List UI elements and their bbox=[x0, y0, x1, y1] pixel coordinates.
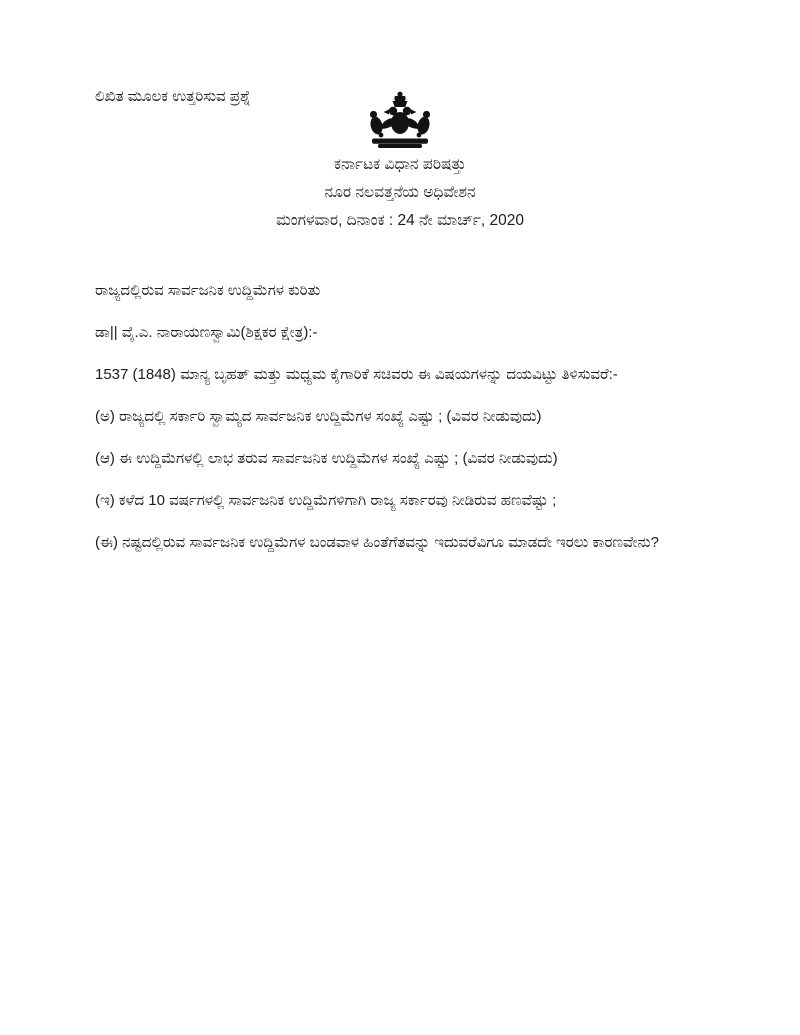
session-line: ನೂರ ನಲವತ್ತನೆಯ ಅಧಿವೇಶನ bbox=[324, 184, 476, 201]
question-intro-line: 1537 (1848) ಮಾನ್ಯ ಬೃಹತ್ ಮತ್ತು ಮಧ್ಯಮ ಕೈಗಾರಿಕೆ ಸಚಿವರು ಈ ವಿಷಯಗಳನ್ನು ದಯವಿಟ್ಟು ತಿಳಿಸುವರೆ:- bbox=[95, 366, 618, 383]
question-body bbox=[95, 281, 765, 575]
question-item-aa: (ಆ) ಈ ಉದ್ದಿಮೆಗಳಲ್ಲಿ ಲಾಭ ತರುವ ಸಾರ್ವಜನಿಕ ಉದ್ದಿಮೆಗಳ ಸಂಖ್ಯೆ ಎಷ್ಟು ; (ವಿವರ ನೀಡುವುದು) bbox=[95, 450, 558, 467]
question-item-a: (ಅ) ರಾಜ್ಯದಲ್ಲಿ ಸರ್ಕಾರಿ ಸ್ವಾಮ್ಯದ ಸಾರ್ವಜನಿಕ ಉದ್ದಿಮೆಗಳ ಸಂಖ್ಯೆ ಎಷ್ಟು ; (ವಿವರ ನೀಡುವುದು) bbox=[95, 408, 542, 425]
document-header bbox=[0, 155, 800, 239]
subject-line: ರಾಜ್ಯದಲ್ಲಿರುವ ಸಾರ್ವಜನಿಕ ಉದ್ದಿಮೆಗಳ ಕುರಿತು bbox=[95, 282, 321, 299]
council-title: ಕರ್ನಾಟಕ ವಿಧಾನ ಪರಿಷತ್ತು bbox=[333, 156, 467, 173]
date-line: ಮಂಗಳವಾರ, ದಿನಾಂಕ : 24 ನೇ ಮಾರ್ಚ್, 2020 bbox=[275, 212, 524, 229]
question-item-ee: (ಈ) ನಷ್ಟದಲ್ಲಿರುವ ಸಾರ್ವಜನಿಕ ಉದ್ದಿಮೆಗಳ ಬಂಡವಾಳ ಹಿಂತೆಗೆತವನ್ನು ಇದುವರೆವಿಗೂ ಮಾಡದೇ ಇರಲು ಕಾರಣವೇನು? bbox=[95, 534, 660, 551]
written-answer-label: ಲಿಖಿತ ಮೂಲಕ ಉತ್ತರಿಸುವ ಪ್ರಶ್ನೆ bbox=[95, 88, 251, 105]
member-line: ಡಾ|| ವೈ.ಎ. ನಾರಾಯಣಸ್ವಾಮಿ(ಶಿಕ್ಷಕರ ಕ್ಷೇತ್ರ):- bbox=[95, 324, 318, 341]
question-item-i: (ಇ) ಕಳೆದ 10 ವರ್ಷಗಳಲ್ಲಿ ಸಾರ್ವಜನಿಕ ಉದ್ದಿಮೆಗಳಿಗಾಗಿ ರಾಜ್ಯ ಸರ್ಕಾರವು ನೀಡಿರುವ ಹಣವೆಷ್ಟು ; bbox=[95, 492, 557, 509]
karnataka-emblem-icon bbox=[364, 91, 436, 149]
